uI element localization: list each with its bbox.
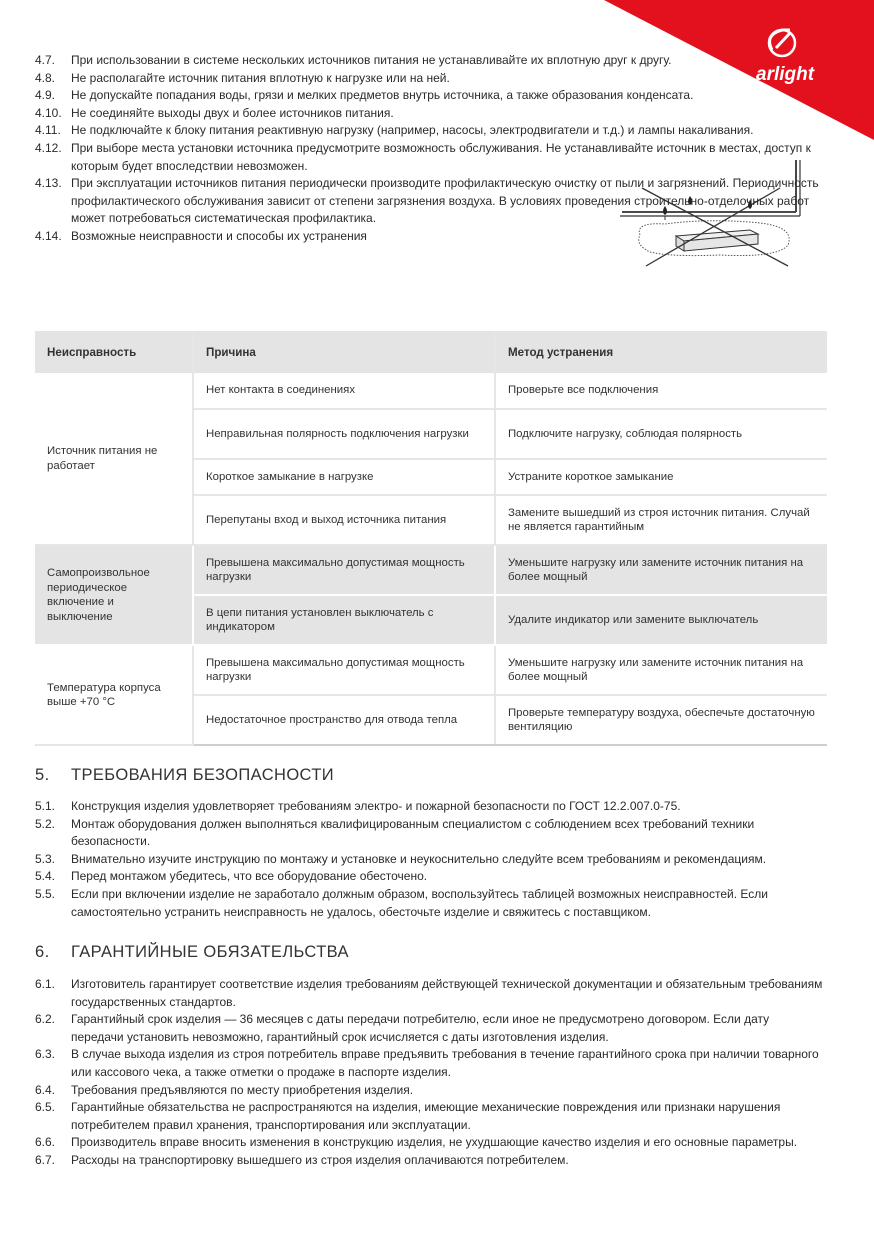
fault-cell: Источник питания не работает — [35, 373, 193, 545]
item-number: 6.6. — [35, 1135, 56, 1150]
header-fault: Неисправность — [35, 331, 193, 373]
section-title-warranty — [35, 943, 349, 962]
item-number: 6.1. — [35, 977, 56, 991]
item-number: 4.9. — [35, 88, 56, 103]
item-text: Не подключайте к блоку питания реактивную нагрузку (например, насосы, электродвигатели и т.д.) и лампы накаливания. — [71, 123, 754, 138]
list-item — [35, 228, 825, 246]
item-number: 6.2. — [35, 1012, 56, 1027]
fix-cell: Уменьшите нагрузку или замените источник питания на более мощный — [495, 645, 827, 695]
item-text: Если при включении изделие не заработало должным образом, воспользуйтесь таблицей возможных неисправностей. Если самостоятельно устранить неисправность не удалось, обесточьте изделие и свяжитесь с поставщиком. — [71, 886, 768, 919]
item-number: 5.4. — [35, 869, 56, 884]
item-text: Не соединяйте выходы двух и более источников питания. — [71, 105, 394, 120]
list-item — [35, 175, 825, 228]
table-row — [35, 373, 827, 409]
list-item — [35, 87, 825, 105]
item-text: Перед монтажом убедитесь, что все оборудование обесточено. — [71, 869, 428, 884]
list-item — [35, 122, 825, 140]
list-item — [35, 976, 825, 1011]
item-number: 6.4. — [35, 1082, 56, 1097]
troubleshooting-table — [35, 331, 827, 746]
list-item — [35, 1011, 825, 1046]
fix-cell: Подключите нагрузку, соблюдая полярность — [495, 409, 827, 459]
fix-cell: Проверьте все подключения — [495, 373, 827, 409]
item-text: Не допускайте попадания воды, грязи и мелких предметов внутрь источника, а также образования конденсата. — [71, 88, 694, 103]
item-number: 4.7. — [35, 53, 56, 67]
item-number: 5.5. — [35, 886, 56, 901]
list-item — [35, 816, 825, 851]
item-text: Монтаж оборудования должен выполняться квалифицированным специалистом с соблюдением всех требований техники безопасности. — [71, 816, 755, 849]
item-number: 4.11. — [35, 123, 61, 138]
item-text: Требования предъявляются по месту приобретения изделия. — [71, 1082, 414, 1097]
item-text: Гарантийный срок изделия — 36 месяцев с даты передачи потребителю, если иное не предусмотрено договором. Если дату передачи установить невозможно, гарантийный срок исчисляется с даты изготовления изделия. — [71, 1012, 770, 1044]
cause-cell: Недостаточное пространство для отвода тепла — [193, 695, 495, 745]
item-text: Изготовитель гарантирует соответствие изделия требованиям действующей технической документации и обязательным требованиям государственных стандартов. — [71, 977, 823, 1009]
item-text: Внимательно изучите инструкцию по монтажу и установке и неукоснительно следуйте всем требованиям и рекомендациям. — [71, 851, 767, 866]
section-number: 5. — [35, 766, 50, 784]
cause-cell: Короткое замыкание в нагрузке — [193, 459, 495, 495]
section-heading: ГАРАНТИЙНЫЕ ОБЯЗАТЕЛЬСТВА — [71, 943, 349, 961]
section-number: 6. — [35, 943, 50, 961]
logo-text: arlight — [756, 64, 815, 85]
fix-cell: Замените вышедший из строя источник питания. Случай не является гарантийным — [495, 495, 827, 545]
cause-cell: Перепутаны вход и выход источника питания — [193, 495, 495, 545]
item-text: При эксплуатации источников питания периодически производите профилактическую очистку от пыли и загрязнений. Периодичность профилактического обслуживания зависит от степени загрязнения воздуха. В условиях проведения строительно-отделочных работ может потребоваться систематическая профилактика. — [71, 176, 819, 226]
item-text: В случае выхода изделия из строя потребитель вправе предъявить требования в течение гарантийного срока при наличии товарного или кассового чека, а также отметки о продаже в паспорте изделия. — [71, 1047, 819, 1079]
fix-cell: Уменьшите нагрузку или замените источник питания на более мощный — [495, 545, 827, 595]
list-item — [35, 798, 825, 816]
header-fix: Метод устранения — [495, 331, 827, 373]
item-text: Расходы на транспортировку вышедшего из строя изделия оплачиваются потребителем. — [71, 1152, 569, 1167]
list-item — [35, 140, 825, 175]
list-item — [35, 52, 825, 70]
item-text: Возможные неисправности и способы их устранения — [71, 228, 367, 243]
fault-cell: Температура корпуса выше +70 °C — [35, 645, 193, 745]
item-text: При выборе места установки источника предусмотрите возможность обслуживания. Не устанавливайте источник в местах, доступ к которым будет впоследствии невозможен. — [71, 140, 811, 173]
item-number: 6.3. — [35, 1047, 56, 1062]
fault-cell: Самопроизвольное периодическое включение и выключение — [35, 545, 193, 645]
table-row — [35, 645, 827, 695]
cause-cell: Неправильная полярность подключения нагрузки — [193, 409, 495, 459]
list-item — [35, 1099, 825, 1134]
list-item — [35, 1082, 825, 1100]
list-item — [35, 1134, 825, 1152]
warranty-obligations-list — [35, 976, 825, 1170]
item-number: 4.10. — [35, 105, 62, 120]
fix-cell: Удалите индикатор или замените выключатель — [495, 595, 827, 645]
item-number: 4.8. — [35, 70, 56, 85]
table-row — [35, 545, 827, 595]
list-item — [35, 105, 825, 123]
cause-cell: В цепи питания установлен выключатель с индикатором — [193, 595, 495, 645]
item-text: Не располагайте источник питания вплотную к нагрузке или на ней. — [71, 70, 450, 85]
item-text: Конструкция изделия удовлетворяет требованиям электро- и пожарной безопасности по ГОСТ 12.2.007.0-75. — [71, 799, 681, 813]
item-number: 6.7. — [35, 1152, 56, 1167]
header-cause: Причина — [193, 331, 495, 373]
fix-cell: Устраните короткое замыкание — [495, 459, 827, 495]
item-number: 5.3. — [35, 851, 56, 866]
maintenance-instructions-list — [35, 52, 825, 246]
list-item — [35, 1152, 825, 1170]
item-number: 5.1. — [35, 799, 56, 813]
item-text: При использовании в системе нескольких источников питания не устанавливайте их вплотную друг к другу. — [71, 53, 672, 67]
list-item — [35, 851, 825, 869]
list-item — [35, 70, 825, 88]
cause-cell: Нет контакта в соединениях — [193, 373, 495, 409]
item-text: Производитель вправе вносить изменения в конструкцию изделия, не ухудшающие качество изделия и его основные параметры. — [71, 1135, 798, 1150]
list-item — [35, 1046, 825, 1081]
table-header-row — [35, 331, 827, 373]
fix-cell: Проверьте температуру воздуха, обеспечьте достаточную вентиляцию — [495, 695, 827, 745]
section-title-safety — [35, 766, 334, 785]
list-item — [35, 886, 825, 921]
section-heading: ТРЕБОВАНИЯ БЕЗОПАСНОСТИ — [71, 766, 335, 784]
list-item — [35, 868, 825, 886]
safety-requirements-list — [35, 798, 825, 921]
cause-cell: Превышена максимально допустимая мощность нагрузки — [193, 645, 495, 695]
item-number: 4.12. — [35, 140, 62, 155]
item-text: Гарантийные обязательства не распространяются на изделия, имеющие механические повреждения или признаки нарушения потребителем правил хранения, транспортирования или эксплуатации. — [71, 1100, 781, 1132]
cause-cell: Превышена максимально допустимая мощность нагрузки — [193, 545, 495, 595]
item-number: 5.2. — [35, 816, 56, 831]
item-number: 4.13. — [35, 176, 62, 191]
item-number: 6.5. — [35, 1100, 56, 1115]
item-number: 4.14. — [35, 228, 62, 243]
